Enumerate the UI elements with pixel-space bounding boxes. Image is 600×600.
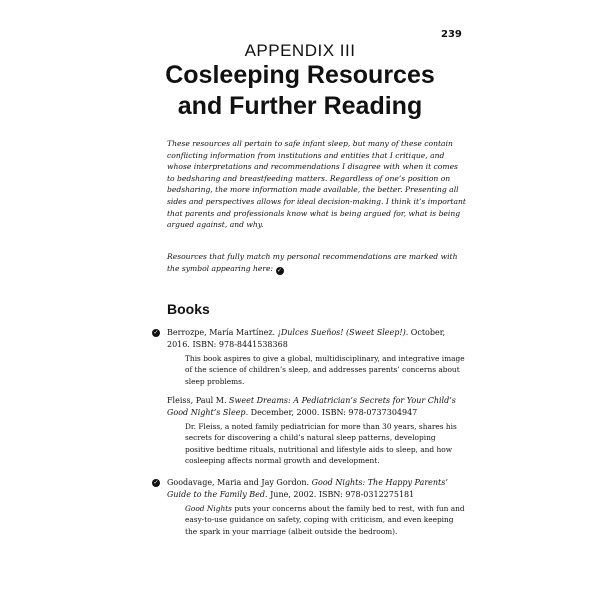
check-icon: ✓ bbox=[153, 479, 159, 486]
book-description bbox=[185, 503, 467, 537]
book-details: . June, 2002. ISBN: 978-0312275181 bbox=[265, 490, 415, 499]
title-line-2: and Further Reading bbox=[177, 92, 423, 120]
book-citation bbox=[167, 477, 467, 501]
check-icon: ✓ bbox=[153, 329, 159, 336]
check-icon: ✓ bbox=[276, 266, 283, 274]
symbol-note bbox=[167, 251, 467, 275]
book-entry bbox=[153, 327, 467, 387]
appendix-label: APPENDIX III bbox=[244, 41, 356, 60]
book-title: Good Nights: The Happy Parents’ Guide to the Family Bed bbox=[167, 478, 448, 499]
book-title: ¡Dulces Sueños! (Sweet Sleep!) bbox=[277, 328, 406, 337]
page-number: 239 bbox=[441, 29, 462, 40]
book-entry bbox=[167, 395, 467, 467]
book-citation bbox=[167, 327, 467, 351]
book-description: Dr. Fleiss, a noted family pediatrician for more than 30 years, shares his secrets for discovering a child’s natural sleep patterns, developing positive bedtime rituals, nutritional and lifestyle aids to sleep, and how cosleeping affects normal growth and development. bbox=[185, 422, 457, 466]
book-author: Goodavage, Maria and Jay Gordon. bbox=[167, 478, 310, 487]
book-description-lead: Good Nights bbox=[185, 504, 232, 513]
page-title bbox=[0, 60, 600, 122]
symbol-note-text: Resources that fully match my personal recommendations are marked with the symbol appearing here: bbox=[167, 252, 458, 273]
book-author: Fleiss, Paul M. bbox=[167, 396, 227, 405]
book-citation bbox=[167, 395, 467, 419]
intro-paragraph: These resources all pertain to safe infant sleep, but many of these contain conflicting information from institutions and entities that I critique, and whose interpretations and recommendations I disagree with when it comes to bedsharing and breastfeeding matters. Regardless of one’s position on bedsharing, the more information made available, the better. Presenting all sides and perspectives allows for ideal decision-making. I think it’s important that parents and professionals know what is being argued for, what is being argued against, and why. bbox=[167, 139, 466, 230]
book-details: . October, 2016. ISBN: 978-8441538368 bbox=[167, 328, 446, 349]
book-author: Berrozpe, María Martínez. bbox=[167, 328, 276, 337]
book-description: This book aspires to give a global, multidisciplinary, and integrative image of the science of children’s sleep, and addresses parents’ concerns about sleep problems. bbox=[185, 354, 465, 386]
book-title: Sweet Dreams: A Pediatrician’s Secrets for Your Child’s Good Night’s Sleep bbox=[167, 396, 456, 417]
book-entry bbox=[153, 477, 467, 537]
book-description-text: puts your concerns about the family bed to rest, with fun and easy-to-use guidance on safety, coping with criticism, and even keeping the spark in your marriage (albeit outside the bedroom). bbox=[185, 504, 465, 536]
section-heading-books: Books bbox=[167, 301, 210, 317]
book-details: . December, 2000. ISBN: 978-0737304947 bbox=[245, 408, 418, 417]
title-line-1: Cosleeping Resources bbox=[165, 61, 435, 89]
